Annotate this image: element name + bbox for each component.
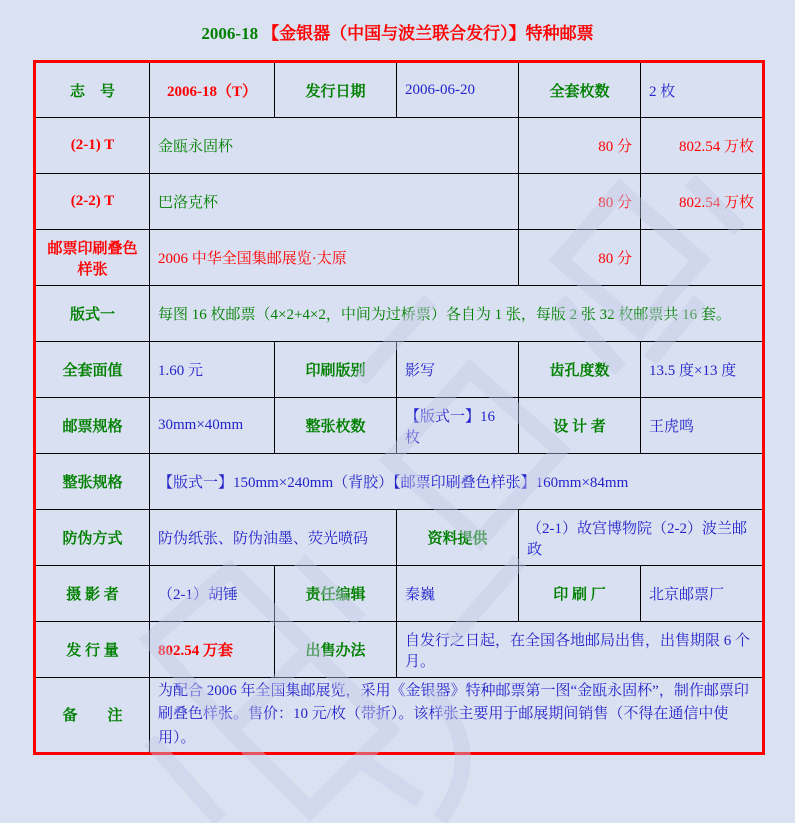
stamp1-name: 金瓯永固杯 xyxy=(150,118,519,174)
stamp2-name: 巴洛克杯 xyxy=(150,174,519,230)
face-value-value: 1.60 元 xyxy=(150,342,275,398)
material-provider-value: （2-1）故宫博物院（2-2）波兰邮政 xyxy=(519,510,764,566)
issue-quantity-label: 发 行 量 xyxy=(35,622,150,678)
perforation-value: 13.5 度×13 度 xyxy=(641,342,764,398)
set-count-label: 全套枚数 xyxy=(519,62,641,118)
designer-label: 设 计 者 xyxy=(519,398,641,454)
printer-value: 北京邮票厂 xyxy=(641,566,764,622)
face-value-label: 全套面值 xyxy=(35,342,150,398)
remark-label: 备 注 xyxy=(35,678,150,754)
set-count-value: 2 枚 xyxy=(641,62,764,118)
security-row xyxy=(35,510,764,566)
printing-type-value: 影写 xyxy=(397,342,519,398)
sheet-count-label: 整张枚数 xyxy=(275,398,397,454)
sheet-count-value: 【版式一】16 枚 xyxy=(397,398,519,454)
stamp-size-row xyxy=(35,398,764,454)
security-label: 防伪方式 xyxy=(35,510,150,566)
issue-date-value: 2006-06-20 xyxy=(397,62,519,118)
title-stamp-name: 【金银器（中国与波兰联合发行）】特种邮票 xyxy=(262,24,594,43)
stamp-size-value: 30mm×40mm xyxy=(150,398,275,454)
stamp-info-table xyxy=(33,60,765,755)
catalog-number-label: 志 号 xyxy=(35,62,150,118)
printer-label: 印 刷 厂 xyxy=(519,566,641,622)
stamp2-id: (2-2) T xyxy=(35,174,150,230)
sheet-size-label: 整张规格 xyxy=(35,454,150,510)
remark-row xyxy=(35,678,764,754)
title-catalog-number: 2006-18 xyxy=(201,24,259,43)
issue-quantity-row xyxy=(35,622,764,678)
issue-date-label: 发行日期 xyxy=(275,62,397,118)
printing-type-label: 印刷版别 xyxy=(275,342,397,398)
issue-quantity-value: 802.54 万套 xyxy=(150,622,275,678)
remark-value: 为配合 2006 年全国集邮展览，采用《金银器》特种邮票第一图“金瓯永固杯”，制作邮票印刷叠色样张。售价：10 元/枚（带折）。该样张主要用于邮展期间销售（不得在通信中使用）。 xyxy=(150,678,764,754)
perforation-label: 齿孔度数 xyxy=(519,342,641,398)
designer-value: 王虎鸣 xyxy=(641,398,764,454)
proof-sheet-name: 2006 中华全国集邮展览·太原 xyxy=(150,230,519,286)
page-title xyxy=(0,19,795,44)
editor-label: 责任编辑 xyxy=(275,566,397,622)
credits-row xyxy=(35,566,764,622)
catalog-number-value: 2006-18（T） xyxy=(150,62,275,118)
sale-method-label: 出售办法 xyxy=(275,622,397,678)
stamp1-quantity: 802.54 万枚 xyxy=(641,118,764,174)
format-row xyxy=(35,286,764,342)
stamp1-denomination: 80 分 xyxy=(519,118,641,174)
stamp-row-1 xyxy=(35,118,764,174)
stamp-size-label: 邮票规格 xyxy=(35,398,150,454)
security-value: 防伪纸张、防伪油墨、荧光喷码 xyxy=(150,510,397,566)
proof-sheet-row xyxy=(35,230,764,286)
format-label: 版式一 xyxy=(35,286,150,342)
proof-sheet-denomination: 80 分 xyxy=(519,230,641,286)
sale-method-value: 自发行之日起，在全国各地邮局出售，出售期限 6 个月。 xyxy=(397,622,764,678)
stamp-row-2 xyxy=(35,174,764,230)
sheet-size-value: 【版式一】150mm×240mm（背胶）【邮票印刷叠色样张】160mm×84mm xyxy=(150,454,764,510)
catalog-row xyxy=(35,62,764,118)
face-value-row xyxy=(35,342,764,398)
format-value: 每图 16 枚邮票（4×2+4×2，中间为过桥票）各自为 1 张，每版 2 张 32 枚邮票共 16 套。 xyxy=(150,286,764,342)
empty-cell xyxy=(641,230,764,286)
photographer-label: 摄 影 者 xyxy=(35,566,150,622)
editor-value: 秦巍 xyxy=(397,566,519,622)
stamp2-denomination: 80 分 xyxy=(519,174,641,230)
material-provider-label: 资料提供 xyxy=(397,510,519,566)
stamp1-id: (2-1) T xyxy=(35,118,150,174)
proof-sheet-label: 邮票印刷叠色样张 xyxy=(35,230,150,286)
sheet-size-row xyxy=(35,454,764,510)
photographer-value: （2-1）胡锤 xyxy=(150,566,275,622)
stamp2-quantity: 802.54 万枚 xyxy=(641,174,764,230)
